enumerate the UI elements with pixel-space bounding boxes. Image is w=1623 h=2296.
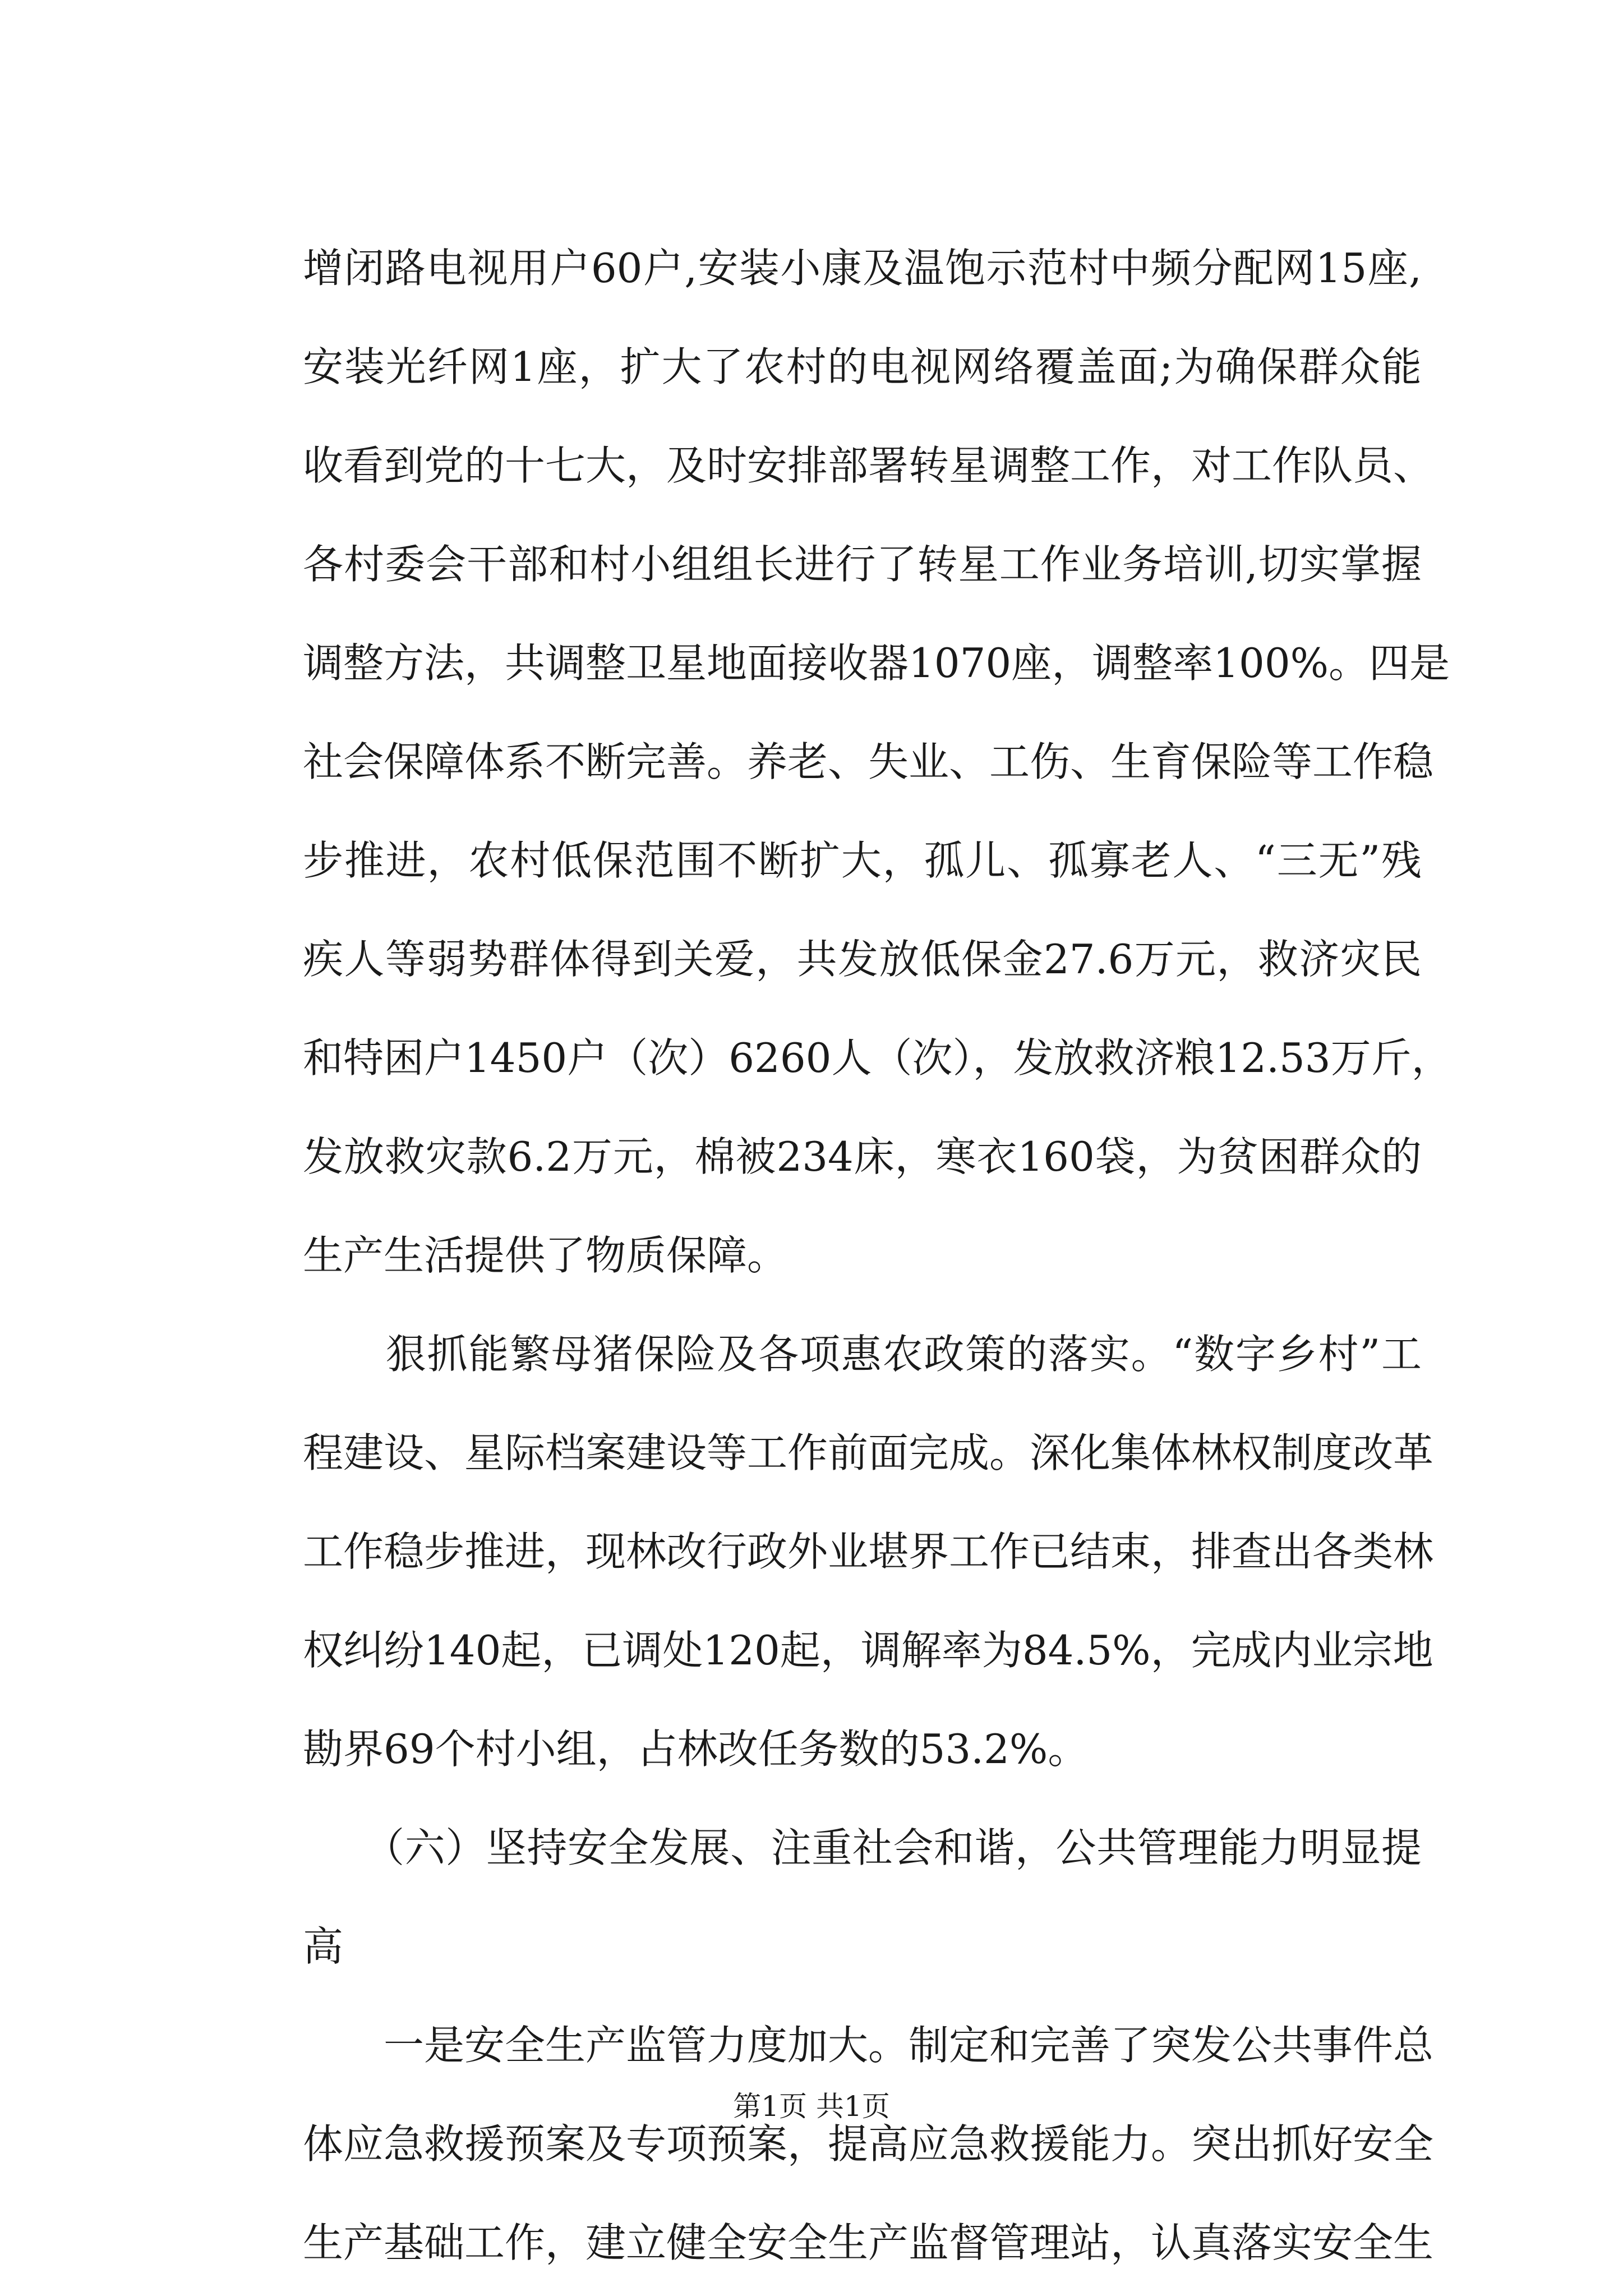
text-line: 各村委会干部和村小组组长进行了转星工作业务培训,切实掌握 (303, 541, 1422, 588)
text-line: 发放救灾款6.2万元，棉被234床，寒衣160袋，为贫困群众的 (303, 1133, 1422, 1180)
text-line: 社会保障体系不断完善。养老、失业、工伤、生育保险等工作稳 (303, 738, 1434, 785)
page-footer: 第1页 共1页 (733, 2090, 890, 2123)
text-line: 生产生活提供了物质保障。 (303, 1232, 788, 1279)
section-heading-line: 高 (303, 1923, 344, 1970)
text-line: 工作稳步推进，现林改行政外业堪界工作已结束，排查出各类林 (303, 1528, 1434, 1575)
text-line: 疾人等弱势群体得到关爱，共发放低保金27.6万元，救济灾民 (303, 936, 1422, 983)
text-line: 增闭路电视用户60户,安装小康及温饱示范村中频分配网15座, (303, 245, 1422, 292)
text-line: 调整方法，共调整卫星地面接收器1070座，调整率100%。四是 (303, 639, 1450, 687)
text-line: 勘界69个村小组，占林改任务数的53.2%。 (303, 1726, 1089, 1773)
text-line: 程建设、星际档案建设等工作前面完成。深化集体林权制度改革 (303, 1429, 1434, 1476)
text-line: 步推进，农村低保范围不断扩大，孤儿、孤寡老人、“三无”残 (303, 837, 1422, 884)
section-heading-line: （六）坚持安全发展、注重社会和谐，公共管理能力明显提 (303, 1824, 1422, 1871)
text-line: 狠抓能繁母猪保险及各项惠农政策的落实。“数字乡村”工 (303, 1331, 1422, 1378)
text-line: 一是安全生产监管力度加大。制定和完善了突发公共事件总 (303, 2022, 1434, 2069)
text-line: 和特困户1450户（次）6260人（次），发放救济粮12.53万斤， (303, 1034, 1452, 1082)
body-text (303, 219, 1452, 2292)
text-line: 生产基础工作，建立健全安全生产监督管理站，认真落实安全生 (303, 2219, 1434, 2266)
text-line: 体应急救援预案及专项预案，提高应急救援能力。突出抓好安全 (303, 2120, 1434, 2168)
text-line: 收看到党的十七大，及时安排部署转星调整工作，对工作队员、 (303, 442, 1434, 489)
text-line: 权纠纷140起，已调处120起，调解率为84.5%，完成内业宗地 (303, 1627, 1433, 1674)
text-line: 安装光纤网1座，扩大了农村的电视网络覆盖面;为确保群众能 (303, 343, 1422, 390)
